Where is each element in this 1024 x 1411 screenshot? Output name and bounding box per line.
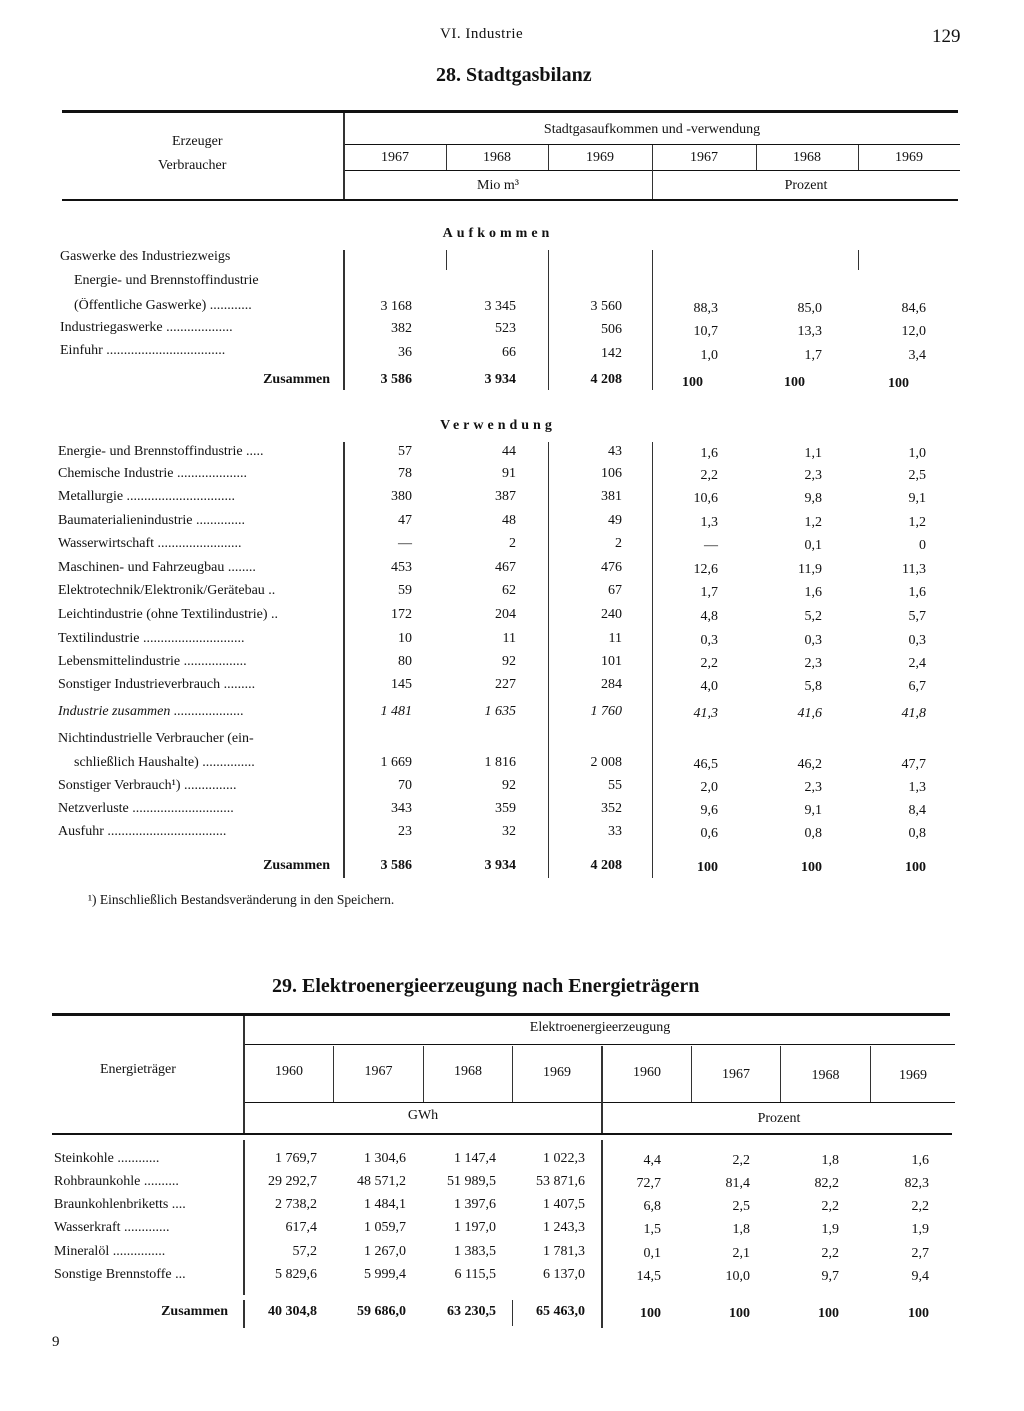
cell: 4 208 (590, 858, 622, 873)
row-label: Sonstige Brennstoffe ... (54, 1267, 186, 1282)
cell: 49 (608, 513, 622, 528)
cell: 57,2 (292, 1244, 317, 1259)
page-number: 129 (932, 26, 961, 47)
cell: 172 (391, 607, 412, 622)
cell: 48 (502, 513, 516, 528)
row-label: Rohbraunkohle .......... (54, 1174, 179, 1189)
cell: 1,3 (700, 515, 718, 530)
cell: 2 (509, 536, 516, 551)
cell: 2,2 (700, 468, 718, 483)
row-label: Ausfuhr .................................. (58, 824, 227, 839)
row-label: Steinkohle ............ (54, 1151, 160, 1166)
cell: 3 586 (380, 372, 412, 387)
cell: 0,1 (643, 1246, 661, 1261)
cell: 100 (905, 860, 926, 875)
table-29-year: 1967 (364, 1064, 393, 1079)
cell: 3 934 (484, 372, 516, 387)
row-label: Maschinen- und Fahrzeugbau ........ (58, 560, 256, 575)
cell: 100 (697, 860, 718, 875)
cell: 101 (601, 654, 622, 669)
table-28-title: 28. Stadtgasbilanz (436, 64, 592, 86)
cell: 5,8 (804, 679, 822, 694)
cell: 92 (502, 654, 516, 669)
row-label: (Öffentliche Gaswerke) ............ (74, 298, 252, 313)
cell: 41,8 (901, 706, 926, 721)
cell: 1,6 (700, 446, 718, 461)
cell: 11,3 (902, 562, 926, 577)
section-aufkommen: Aufkommen (442, 226, 554, 241)
table-29-top-rule (52, 1013, 950, 1016)
row-label: Sonstiger Verbrauch¹) ............... (58, 778, 237, 793)
cell: 382 (391, 321, 412, 336)
cell: 1,2 (908, 515, 926, 530)
cell: 1,0 (700, 348, 718, 363)
row-label: Gaswerke des Industriezweigs (60, 249, 231, 264)
cell: 0,3 (804, 633, 822, 648)
cell: 91 (502, 466, 516, 481)
table-29-head-energietraeger: Energieträger (100, 1062, 176, 1077)
cell: 82,3 (904, 1176, 929, 1191)
cell: 227 (495, 677, 516, 692)
cell: 65 463,0 (536, 1304, 585, 1319)
cell: 13,3 (797, 324, 822, 339)
cell: 3 560 (590, 299, 622, 314)
row-label: Leichtindustrie (ohne Textilindustrie) .. (58, 607, 278, 622)
row-label: Zusammen (263, 858, 330, 873)
cell: 32 (502, 824, 516, 839)
table-28-head-erzeuger: Erzeuger (172, 134, 223, 149)
cell: 467 (495, 560, 516, 575)
cell: 1 243,3 (543, 1220, 585, 1235)
cell: 1 397,6 (454, 1197, 496, 1212)
table-29-title: 29. Elektroenergieerzeugung nach Energieträgern (272, 975, 700, 997)
cell: 41,6 (797, 706, 822, 721)
cell: 11 (502, 631, 516, 646)
table-29-group-header: Elektroenergieerzeugung (529, 1020, 671, 1035)
cell: 352 (601, 801, 622, 816)
cell: 1,3 (908, 780, 926, 795)
cell: 29 292,7 (268, 1174, 317, 1189)
cell: 2,4 (908, 656, 926, 671)
cell: 66 (502, 345, 516, 360)
cell: 3 168 (380, 299, 412, 314)
cell: 1,9 (821, 1222, 839, 1237)
cell: 47 (398, 513, 412, 528)
row-label: Lebensmittelindustrie .................. (58, 654, 247, 669)
cell: 63 230,5 (447, 1304, 496, 1319)
cell: 2,2 (821, 1246, 839, 1261)
cell: 48 571,2 (357, 1174, 406, 1189)
cell: 284 (601, 677, 622, 692)
cell: 1 781,3 (543, 1244, 585, 1259)
cell: 12,0 (901, 324, 926, 339)
cell: 2,1 (732, 1246, 750, 1261)
cell: 1 304,6 (364, 1151, 406, 1166)
cell: 2,7 (911, 1246, 929, 1261)
table-29-year: 1969 (899, 1068, 927, 1083)
row-label: Einfuhr .................................. (60, 343, 226, 358)
row-label: Zusammen (161, 1304, 228, 1319)
table-29-year: 1967 (722, 1067, 750, 1082)
row-label: Sonstiger Industrieverbrauch ......... (58, 677, 256, 692)
cell: 100 (729, 1306, 750, 1321)
row-label: Textilindustrie ............................. (58, 631, 245, 646)
cell: 1 147,4 (454, 1151, 496, 1166)
cell: 1,6 (804, 585, 822, 600)
cell: 12,6 (693, 562, 718, 577)
cell: 2,5 (908, 468, 926, 483)
cell: 44 (502, 444, 516, 459)
cell: 1 059,7 (364, 1220, 406, 1235)
table-28-footnote: ¹) Einschließlich Bestandsveränderung in den Speichern. (88, 892, 395, 907)
table-28-body-divider (343, 250, 345, 390)
cell: 85,0 (797, 301, 822, 316)
table-29-year-rule (245, 1102, 955, 1103)
row-label: Zusammen (263, 372, 330, 387)
cell: 142 (601, 346, 622, 361)
row-label: Energie- und Brennstoffindustrie (74, 273, 259, 288)
cell: 359 (495, 801, 516, 816)
cell: 10 (398, 631, 412, 646)
cell: 100 (888, 376, 909, 391)
cell: 1 407,5 (543, 1197, 585, 1212)
row-label: Industrie zusammen .................... (58, 704, 244, 719)
cell: 1,2 (804, 515, 822, 530)
cell: 72,7 (636, 1176, 661, 1191)
cell: 67 (608, 583, 622, 598)
table-28-year: 1967 (690, 150, 718, 165)
section-verwendung: Verwendung (440, 418, 556, 433)
table-28-header-rule (62, 199, 958, 201)
table-28-unit-prozent: Prozent (784, 178, 828, 193)
cell: 204 (495, 607, 516, 622)
table-28-year: 1969 (586, 150, 614, 165)
cell: 523 (495, 321, 516, 336)
row-label: Metallurgie ............................... (58, 489, 236, 504)
table-29-group-rule (245, 1044, 955, 1045)
cell: 2,2 (821, 1199, 839, 1214)
cell: 23 (398, 824, 412, 839)
table-28-year: 1968 (793, 150, 821, 165)
cell: 53 871,6 (536, 1174, 585, 1189)
table-29-year: 1960 (275, 1064, 303, 1079)
cell: 1 383,5 (454, 1244, 496, 1259)
table-29-unit-prozent: Prozent (757, 1111, 801, 1126)
cell: 100 (908, 1306, 929, 1321)
row-label: Energie- und Brennstoffindustrie ..... (58, 444, 264, 459)
cell: 380 (391, 489, 412, 504)
table-28-year: 1967 (381, 150, 409, 165)
cell: 2,0 (700, 780, 718, 795)
table-29-year: 1968 (454, 1064, 482, 1079)
cell: 8,4 (908, 803, 926, 818)
cell: 4,4 (643, 1153, 661, 1168)
cell: 1,6 (908, 585, 926, 600)
cell: 0 (919, 538, 926, 553)
cell: 4,0 (700, 679, 718, 694)
cell: 5 999,4 (364, 1267, 406, 1282)
cell: 9,7 (821, 1269, 839, 1284)
cell: 2,2 (732, 1153, 750, 1168)
cell: 1,5 (643, 1222, 661, 1237)
cell: 9,6 (700, 803, 718, 818)
cell: 0,8 (908, 826, 926, 841)
cell: 4 208 (590, 372, 622, 387)
page-bottom-mark: 9 (52, 1334, 60, 1350)
cell: 1 669 (380, 755, 412, 770)
cell: 100 (784, 375, 805, 390)
table-28-top-rule (62, 110, 958, 113)
cell: 1 816 (484, 755, 516, 770)
cell: 1 267,0 (364, 1244, 406, 1259)
cell: 1,1 (804, 446, 822, 461)
cell: 1,7 (804, 348, 822, 363)
cell: 0,1 (804, 538, 822, 553)
cell: 1 481 (380, 704, 412, 719)
table-28-group-header: Stadtgasaufkommen und -verwendung (543, 122, 761, 137)
cell: 1 197,0 (454, 1220, 496, 1235)
cell: 106 (601, 466, 622, 481)
cell: 2,3 (804, 780, 822, 795)
cell: 506 (601, 322, 622, 337)
cell: 1,8 (821, 1153, 839, 1168)
cell: 9,1 (908, 491, 926, 506)
cell: 6 115,5 (454, 1267, 496, 1282)
cell: 100 (682, 375, 703, 390)
cell: 6,8 (643, 1199, 661, 1214)
cell: 1 769,7 (275, 1151, 317, 1166)
cell: 11,9 (798, 562, 822, 577)
table-28-head-verbraucher: Verbraucher (158, 158, 227, 173)
cell: 0,3 (908, 633, 926, 648)
cell: 3,4 (908, 348, 926, 363)
cell: 0,8 (804, 826, 822, 841)
cell: 6,7 (908, 679, 926, 694)
cell: 9,4 (911, 1269, 929, 1284)
table-28-unit-mio: Mio m³ (477, 178, 519, 193)
table-29-unit-gwh: GWh (407, 1108, 439, 1123)
cell: 47,7 (901, 757, 926, 772)
cell: 5,2 (804, 609, 822, 624)
row-label: Wasserwirtschaft ........................ (58, 536, 242, 551)
cell: 3 934 (484, 858, 516, 873)
cell: 62 (502, 583, 516, 598)
cell: 1 484,1 (364, 1197, 406, 1212)
cell: 3 345 (484, 299, 516, 314)
row-label: Industriegaswerke ................... (60, 320, 233, 335)
cell: 10,0 (725, 1269, 750, 1284)
cell: — (704, 538, 718, 553)
table-29-year: 1969 (543, 1065, 571, 1080)
cell: 10,7 (693, 324, 718, 339)
cell: 11 (608, 631, 622, 646)
cell: 5 829,6 (275, 1267, 317, 1282)
cell: 2,3 (804, 656, 822, 671)
cell: 1 635 (484, 704, 516, 719)
cell: 78 (398, 466, 412, 481)
cell: 476 (601, 560, 622, 575)
cell: 55 (608, 778, 622, 793)
cell: 10,6 (693, 491, 718, 506)
table-28-body-divider (858, 250, 859, 270)
cell: 82,2 (814, 1176, 839, 1191)
table-28-body-divider (446, 250, 447, 270)
row-label: Chemische Industrie .................... (58, 466, 247, 481)
cell: — (398, 536, 412, 551)
cell: 36 (398, 345, 412, 360)
cell: 100 (640, 1306, 661, 1321)
cell: 51 989,5 (447, 1174, 496, 1189)
cell: 5,7 (908, 609, 926, 624)
cell: 59 686,0 (357, 1304, 406, 1319)
cell: 46,2 (797, 757, 822, 772)
cell: 46,5 (693, 757, 718, 772)
cell: 57 (398, 444, 412, 459)
table-28-body-divider (652, 250, 653, 390)
cell: 1,9 (911, 1222, 929, 1237)
table-28-year: 1968 (483, 150, 511, 165)
cell: 3 586 (380, 858, 412, 873)
cell: 33 (608, 824, 622, 839)
cell: 84,6 (901, 301, 926, 316)
cell: 4,8 (700, 609, 718, 624)
cell: 617,4 (285, 1220, 317, 1235)
cell: 0,3 (700, 633, 718, 648)
cell: 92 (502, 778, 516, 793)
table-28-year: 1969 (895, 150, 923, 165)
cell: 343 (391, 801, 412, 816)
cell: 9,1 (804, 803, 822, 818)
table-28-body-divider (548, 250, 549, 390)
cell: 88,3 (693, 301, 718, 316)
table-29-header-rule (52, 1133, 952, 1135)
cell: 70 (398, 778, 412, 793)
row-label: Braunkohlenbriketts .... (54, 1197, 186, 1212)
cell: 453 (391, 560, 412, 575)
cell: 9,8 (804, 491, 822, 506)
cell: 2,2 (911, 1199, 929, 1214)
cell: 81,4 (725, 1176, 750, 1191)
row-label: Baumaterialienindustrie .............. (58, 513, 246, 528)
cell: 0,6 (700, 826, 718, 841)
cell: 145 (391, 677, 412, 692)
row-label: schließlich Haushalte) ............... (74, 755, 255, 770)
cell: 43 (608, 444, 622, 459)
cell: 100 (818, 1306, 839, 1321)
cell: 14,5 (636, 1269, 661, 1284)
cell: 41,3 (693, 706, 718, 721)
cell: 40 304,8 (268, 1304, 317, 1319)
row-label: Nichtindustrielle Verbraucher (ein- (58, 731, 254, 746)
cell: 1 022,3 (543, 1151, 585, 1166)
cell: 80 (398, 654, 412, 669)
cell: 2 008 (590, 755, 622, 770)
cell: 1,0 (908, 446, 926, 461)
cell: 2,5 (732, 1199, 750, 1214)
cell: 1,8 (732, 1222, 750, 1237)
row-label: Elektrotechnik/Elektronik/Gerätebau .. (58, 583, 276, 598)
cell: 100 (801, 860, 822, 875)
cell: 2 738,2 (275, 1197, 317, 1212)
cell: 2,2 (700, 656, 718, 671)
cell: 2 (615, 536, 622, 551)
cell: 1 760 (590, 704, 622, 719)
cell: 381 (601, 489, 622, 504)
cell: 1,6 (911, 1153, 929, 1168)
table-29-year: 1968 (811, 1068, 840, 1083)
cell: 2,3 (804, 468, 822, 483)
cell: 6 137,0 (543, 1267, 585, 1282)
cell: 387 (495, 489, 516, 504)
cell: 1,7 (700, 585, 718, 600)
cell: 240 (601, 607, 622, 622)
chapter-heading: VI. Industrie (440, 26, 524, 42)
row-label: Wasserkraft ............. (54, 1220, 170, 1235)
row-label: Netzverluste ............................. (58, 801, 234, 816)
row-label: Mineralöl ............... (54, 1244, 166, 1259)
cell: 59 (398, 583, 412, 598)
table-29-year: 1960 (633, 1065, 661, 1080)
